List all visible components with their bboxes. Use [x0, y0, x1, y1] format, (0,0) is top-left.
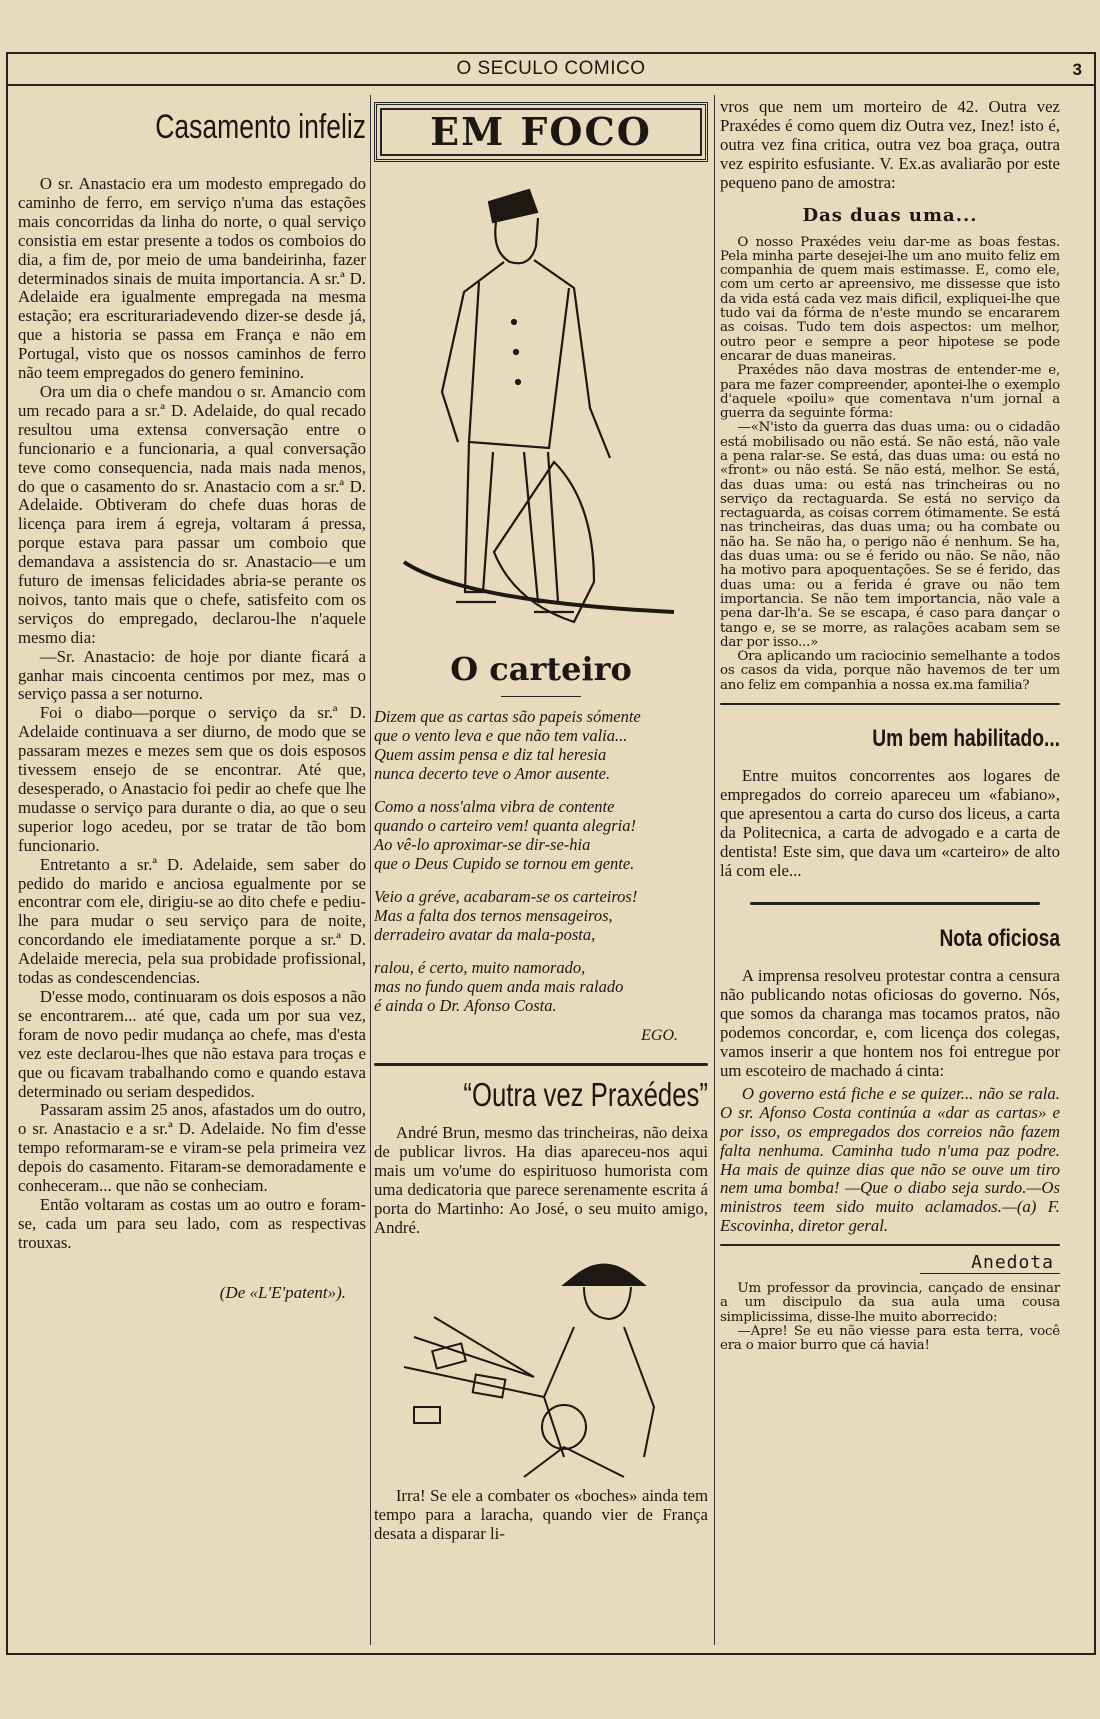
- postman-illustration: [374, 162, 708, 652]
- poem: [374, 707, 708, 1015]
- em-foco-banner: EM FOCO: [374, 102, 708, 162]
- poem-line: Ao vê-lo aproximar-se dir-se-hia: [374, 835, 591, 854]
- paragraph: vros que nem um morteiro de 42. Outra vez Praxédes é como quem diz Outra vez, Inez! isto é, outra vez fina critica, outra vez boa graça, outra vez espirito esfusiante. V. Ex.as avaliarão por este pequeno pano de amostra:: [720, 97, 1060, 192]
- poem-line: Mas a falta dos ternos mensageiros,: [374, 906, 613, 925]
- divider: [720, 703, 1060, 705]
- poem-line: que o Deus Cupido se tornou em gente.: [374, 854, 635, 873]
- subsection-title: Anedota: [920, 1252, 1060, 1274]
- paragraph: A imprensa resolveu protestar contra a censura não publicando notas oficiosas do governo. Nós, que somos da charanga mas tocamos pratos, não podemos concordar, e, com licença dos colegas, vamos inserir a que hontem nos foi entregue por um escoteiro de machado á cinta:: [720, 966, 1060, 1080]
- paragraph: Entretanto a sr.ª D. Adelaide, sem saber do pedido do marido e anciosa egualmente por se encontrar com ele, dirigiu-se ao dito chefe e pediu-lhe para mudar o seu serviço para de noite, concordando ele imediatamente porque a sr.ª D. Adelaide merecia, pela sua probidade profissional, todas as condescendencias.: [18, 854, 366, 988]
- subsection-title: Um bem habilitado...: [872, 725, 1060, 753]
- paragraph: Foi o diabo—porque o serviço da sr.ª D. Adelaide continuava a ser diurno, de modo que se passaram mezes e mezes sem que os dois esposos tivessem ensejo de se encontrar. Até que, desesperado, o Anastacio foi pedir ao chefe que lhe mudasse o serviço para durante o dia, ao que o seu superior logo acedeu, por se tratar de tão bom funcionario.: [18, 703, 366, 855]
- em-foco-section: [374, 98, 708, 1544]
- paragraph: —Apre! Se eu não viesse para esta terra, você era o maior burro que cá havia!: [720, 1324, 1060, 1354]
- column-divider: [714, 95, 715, 1645]
- divider: [374, 1063, 708, 1066]
- article-title: Casamento infeliz: [155, 108, 366, 146]
- poem-line: Quem assim pensa e diz tal heresia: [374, 745, 607, 764]
- page-number: 3: [1072, 60, 1082, 79]
- column-divider: [370, 95, 371, 1645]
- article-casamento-infeliz: [18, 98, 366, 1303]
- paragraph: Praxédes não dava mostras de entender-me e, para me fazer compreender, apontei-lhe o exemplo d'aquele «poilu» que comentava n'um jornal a guerra da seguinte fórma:: [720, 363, 1060, 422]
- poem-line: quando o carteiro vem! quanta alegria!: [374, 816, 636, 835]
- quote: O governo está fiche e se quizer... não se rala. O sr. Afonso Costa continúa a «dar as cartas» e por isso, os empregados dos correios não fazem falta nenhuma. Caminha tudo n'uma paz podre. Ha mais de quinze dias que não se ouve um tiro nem uma bomba! —Que o diabo seja surdo.—Os ministros teem sido muito aclamados.—(a) F. Escovinha, diretor geral.: [720, 1083, 1060, 1236]
- paragraph: Ora aplicando um raciocinio semelhante a todos os casos da vida, porque não havemos de ter um ano feliz em companhia a nossa ex.ma familia?: [720, 649, 1060, 693]
- paragraph: Então voltaram as costas um ao outro e foram-se, cada um para seu lado, com as respectivas trouxas.: [18, 1194, 366, 1252]
- poem-line: derradeiro avatar da mala-posta,: [374, 925, 596, 944]
- poem-line: Veio a gréve, acabaram-se os carteiros!: [374, 887, 638, 906]
- subsection-title: Nota oficiosa: [939, 925, 1060, 953]
- illustration-caption: O carteiro: [450, 650, 632, 688]
- masthead: [6, 52, 1096, 86]
- poem-line: mas no fundo quem anda mais ralado: [374, 977, 624, 996]
- poem-line: é ainda o Dr. Afonso Costa.: [374, 996, 557, 1015]
- article-source: (De «L'E'patent»).: [219, 1282, 346, 1302]
- poem-line: que o vento leva e que não tem valia...: [374, 726, 628, 745]
- paragraph: Ora um dia o chefe mandou o sr. Amancio com um recado para a sr.ª D. Adelaide, do qual recado resultou uma extensa conversação entre o funcionario e a funcionaria, a qual conversação teve como consequencia, nada mais nada menos, do que o casamento do sr. Anastacio com a sr.ª D. Adelaide. Obtiveram do chefe duas horas de licença para irem á egreja, voltaram á pressa, porque estava para passar um comboio que demandava a assistencia do sr. Anastacio—e um futuro de imensas felicidades abria-se perante os noivos, tanto mais que o chefe, satisfeito com os serviços do empregado, declarou-lhe n'aquele mesmo dia:: [18, 381, 366, 647]
- paragraph: D'esse modo, continuaram os dois esposos a não se encontrarem... até que, cada um por sua vez, foram de novo pedir mudança ao chefe, mas d'esta vez este declarou-lhes que não estava para troças e que ou ficavam trabalhando como e quando estava determinado ou seriam despedidos.: [18, 986, 366, 1101]
- poem-signature: EGO.: [641, 1027, 678, 1044]
- right-column: [720, 98, 1060, 1354]
- paragraph: —«N'isto da guerra das duas uma: ou o cidadão está mobilisado ou não está. Se não está, não vale a pena ralar-se. Se está, das duas uma: ou está no «front» ou não está. Se não está, melhor. Se está, das duas uma: ou está nas trincheiras ou no serviço da rectaguarda. Se está no serviço da rectaguarda, as coisas correm ótimamente. Se está nas trincheiras, das duas uma; ou ha combate ou não ha. Se não ha, o perigo não é nenhum. Se ha, das duas uma: ou se é ferido ou não. Se não, não ha motivo para apoquentações. Se se é ferido, das duas uma: ou a ferida é grave ou não tem importancia. Se não tem importancia, não vale a pena dar-lh'a. Se se escapa, é caso para dançar o tango e, se se morre, as ralações acabam sem se dar por isso...»: [720, 420, 1060, 650]
- paragraph: O nosso Praxédes veiu dar-me as boas festas. Pela minha parte desejei-lhe um ano muito feliz em companhia de quem mais estimasse. E, como ele, com um certo ar apreensivo, me dissesse que isto da vida está cada vez mais dificil, expliquei-lhe que tudo vai da fórma de n'este mundo se encararem as coisas. Tudo tem dois aspectos: um melhor, outro peor e sempre a peor hipotese se pode encarar de duas maneiras.: [720, 234, 1060, 364]
- article-title: “Outra vez Praxédes”: [463, 1076, 708, 1113]
- poem-line: ralou, é certo, muito namorado,: [374, 958, 586, 977]
- paragraph: André Brun, mesmo das trincheiras, não deixa de publicar livros. Ha dias apareceu-nos aqui mais um vo'ume do espirituoso humorista com uma dedicatoria que parece serenamente escrita á porta do Martinho: Ao José, o seu muito amigo, André.: [374, 1123, 708, 1237]
- newspaper-title: O SECULO COMICO: [456, 58, 646, 79]
- paragraph: Um professor da provincia, cançado de ensinar a um discipulo da sua aula uma cousa simplicissima, disse-lhe muito aborrecido:: [720, 1281, 1060, 1325]
- paragraph: O sr. Anastacio era um modesto empregado do caminho de ferro, em serviço n'uma das estações mais concorridas da linha do norte, o qual serviço consistia em estar presente a todos os comboios do dia, a fim de, por meio de uma bandeirinha, fazer determinados sinais de muita importancia. A sr.ª D. Adelaide era igualmente empregada na mesma estação; era escriturariadevendo dizer-se desde já, que a historia se passa em França e não em Portugal, visto que os nossos caminhos de ferro não teem empregados do genero feminino.: [18, 174, 366, 383]
- subsection-title: Das duas uma...: [802, 204, 978, 226]
- soldier-illustration: [374, 1237, 708, 1487]
- paragraph: —Sr. Anastacio: de hoje por diante ficará a ganhar mais cincoenta centimos por mez, mas o serviço passa a ser noturno.: [18, 646, 366, 704]
- poem-line: Como a noss'alma vibra de contente: [374, 797, 615, 816]
- divider: [750, 902, 1040, 905]
- paragraph: Entre muitos concorrentes aos logares de empregados do correio apareceu um «fabiano», que apresentou a carta do curso dos liceus, a carta da Politecnica, a carta de advogado e a carta de dentista! Este sim, que dava um «carteiro» de alto lá com ele...: [720, 766, 1060, 880]
- paragraph: Irra! Se ele a combater os «boches» ainda tem tempo para a laracha, quando vier de França desata a disparar li-: [374, 1486, 708, 1544]
- poem-line: Dizem que as cartas são papeis sómente: [374, 707, 641, 726]
- divider: [501, 696, 581, 697]
- divider: [720, 1244, 1060, 1246]
- paragraph: Passaram assim 25 anos, afastados um do outro, o sr. Anastacio e a sr.ª D. Adelaide. No fim d'esse tempo reformaram-se e viram-se pela primeira vez depois do casamento. Fitaram-se demoradamente e conheceram... que não se conheciam.: [18, 1100, 366, 1196]
- poem-line: nunca decerto teve o Amor ausente.: [374, 764, 611, 783]
